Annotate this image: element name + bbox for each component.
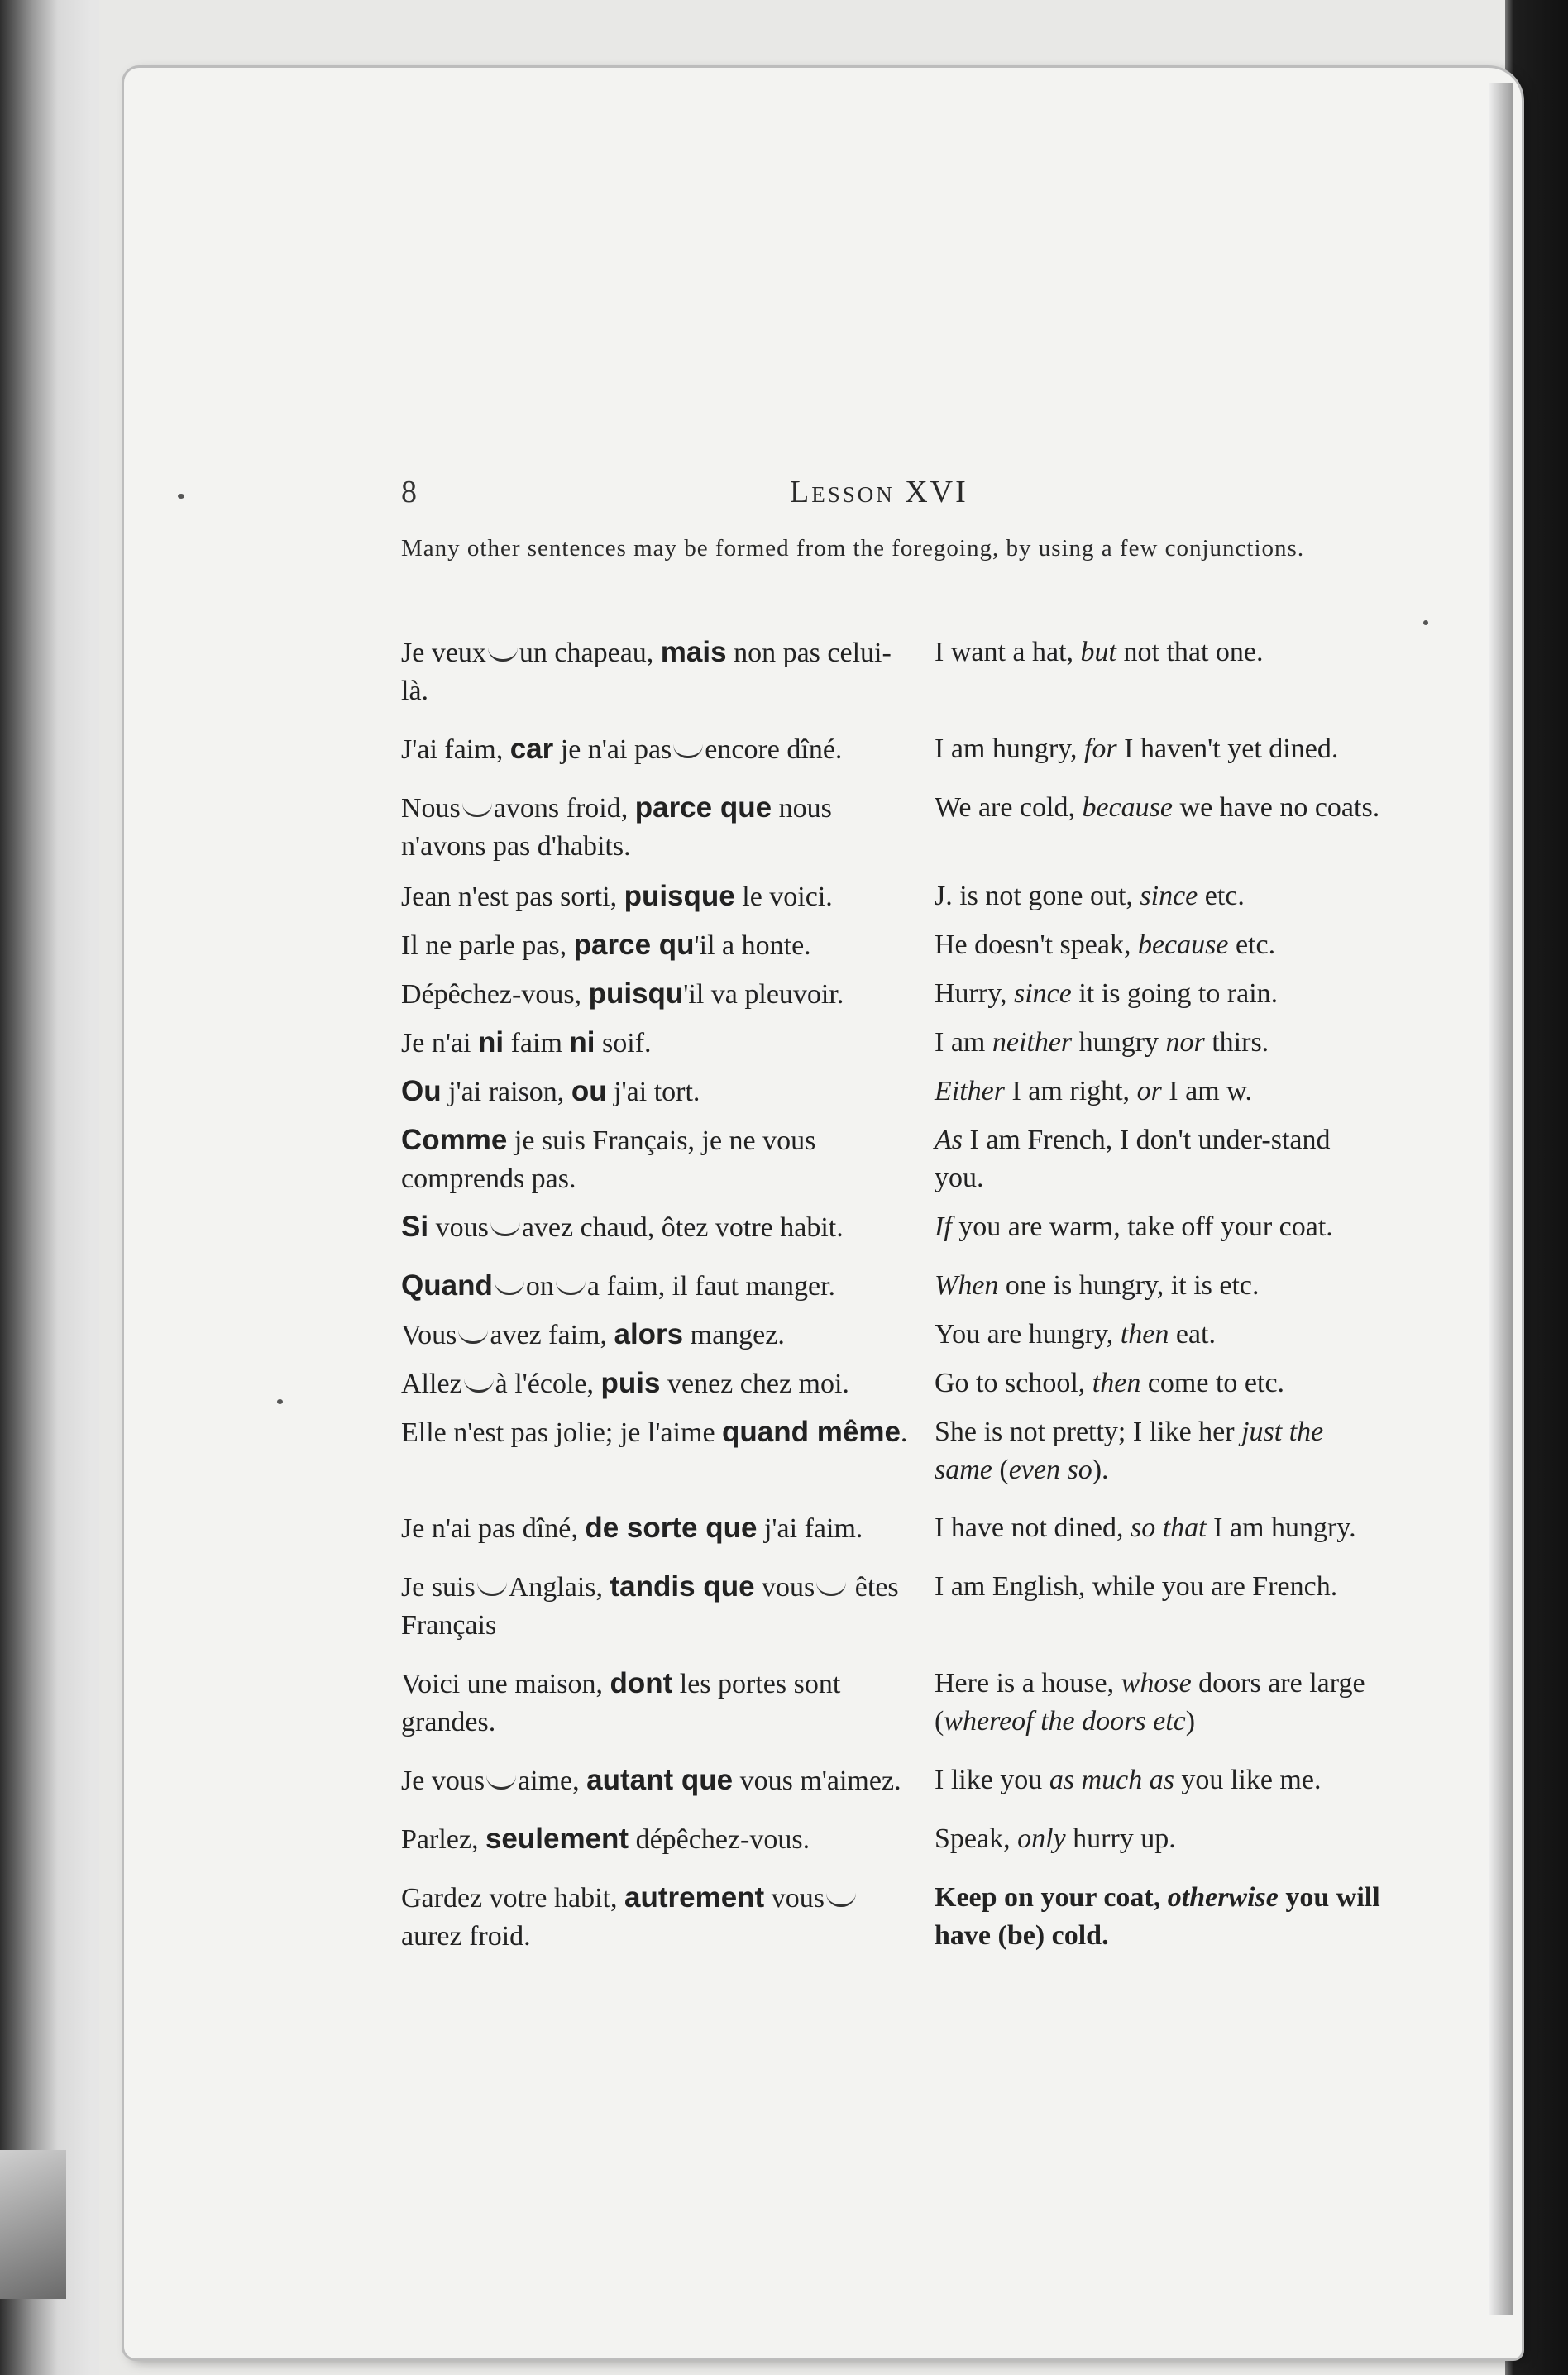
- english-translation: [935, 1665, 1385, 1742]
- torn-corner: [0, 2150, 66, 2299]
- conjunction-translation: but: [1080, 637, 1116, 667]
- sentence-text: ).: [1092, 1455, 1109, 1485]
- sentence-text: Il ne parle pas,: [401, 930, 574, 961]
- conjunction-keyword: Quand: [401, 1269, 493, 1302]
- french-sentence: [401, 633, 914, 710]
- english-translation: [935, 1024, 1385, 1063]
- page-header: [401, 467, 1377, 517]
- liaison-mark: [490, 1222, 520, 1236]
- conjunction-keyword: car: [509, 733, 554, 765]
- english-translation: [935, 1568, 1385, 1645]
- sentence-text: I have not dined,: [935, 1512, 1131, 1543]
- liaison-mark: [464, 1379, 494, 1393]
- conjunction-keyword: ni: [478, 1026, 504, 1058]
- sentence-text: I want a hat,: [935, 637, 1081, 667]
- sentence-text: les portes sont grandes.: [401, 1669, 841, 1737]
- french-sentence: [401, 730, 914, 769]
- conjunction-keyword: parce que: [634, 791, 772, 824]
- sentence-text: come to etc.: [1140, 1368, 1285, 1398]
- phrase-row: [401, 1316, 1385, 1355]
- sentence-text: j'ai tort.: [606, 1077, 700, 1107]
- sentence-text: on: [525, 1271, 554, 1302]
- english-translation: [935, 1820, 1385, 1859]
- conjunction-keyword: autrement: [624, 1881, 765, 1914]
- conjunction-keyword: seulement: [485, 1823, 629, 1855]
- phrase-row: [401, 1879, 1385, 1956]
- liaison-mark: [486, 1775, 516, 1790]
- english-translation: [935, 1413, 1385, 1489]
- sentence-text: Go to school,: [935, 1368, 1092, 1398]
- liaison-mark: [462, 803, 492, 817]
- sentence-text: a faim, il faut manger.: [586, 1271, 836, 1302]
- sentence-text: it is going to rain.: [1071, 978, 1279, 1009]
- sentence-text: (: [992, 1455, 1009, 1485]
- conjunction-keyword: ni: [569, 1026, 595, 1058]
- english-translation: [935, 789, 1385, 866]
- sentence-text: Je veux: [401, 638, 486, 668]
- conjunction-keyword: quand même: [722, 1416, 901, 1448]
- phrase-row: [401, 975, 1385, 1014]
- sentence-text: j'ai faim.: [757, 1513, 863, 1544]
- conjunction-translation: only: [1017, 1823, 1066, 1854]
- french-sentence: [401, 1267, 914, 1306]
- french-sentence: [401, 789, 914, 866]
- lesson-title: [790, 474, 968, 510]
- sentence-text: à l'école,: [495, 1369, 601, 1399]
- sentence-text: aurez froid.: [401, 1921, 531, 1952]
- sentence-text: soif.: [595, 1028, 652, 1058]
- conjunction-keyword: alors: [614, 1318, 684, 1350]
- french-sentence: [401, 1509, 914, 1548]
- sentence-text: Je n'ai pas dîné,: [401, 1513, 586, 1544]
- conjunction-translation: then: [1092, 1368, 1141, 1398]
- french-sentence: [401, 1073, 914, 1111]
- conjunction-keyword: de sorte que: [585, 1512, 758, 1544]
- page-edge-shadow: [1489, 83, 1513, 2315]
- sentence-text: etc.: [1198, 881, 1245, 911]
- phrase-row: [401, 1568, 1385, 1645]
- conjunction-keyword: mais: [660, 636, 727, 668]
- sentence-text: Voici une maison,: [401, 1669, 610, 1699]
- phrase-row: [401, 1208, 1385, 1247]
- french-sentence: [401, 877, 914, 916]
- sentence-text: nous n'avons pas d'habits.: [401, 793, 832, 862]
- sentence-text: Here is a house,: [935, 1668, 1121, 1699]
- sentence-text: avons froid,: [493, 793, 635, 824]
- conjunction-keyword: tandis que: [610, 1570, 755, 1603]
- sentence-text: J. is not gone out,: [935, 881, 1140, 911]
- sentence-text: I am English, while you are French.: [935, 1571, 1338, 1602]
- french-sentence: [401, 926, 914, 965]
- conjunction-keyword: ou: [571, 1075, 607, 1107]
- sentence-text: etc.: [1228, 929, 1276, 960]
- sentence-text: I like you: [935, 1765, 1049, 1795]
- conjunction-translation: neither: [992, 1027, 1073, 1058]
- sentence-text: you like me.: [1174, 1765, 1322, 1795]
- conjunction-translation: as much as: [1049, 1765, 1174, 1795]
- sentence-text: you are warm, take off your coat.: [951, 1211, 1333, 1242]
- sentence-text: Keep on your coat,: [935, 1882, 1168, 1913]
- sentence-text: I haven't yet dined.: [1116, 734, 1339, 764]
- english-translation: [935, 1761, 1385, 1800]
- conjunction-translation: When: [935, 1270, 999, 1301]
- sentence-text: venez chez moi.: [660, 1369, 849, 1399]
- sentence-text: thirs.: [1204, 1027, 1269, 1058]
- sentence-text: vous: [428, 1212, 489, 1243]
- conjunction-translation: since: [1140, 881, 1198, 911]
- conjunction-translation: nor: [1165, 1027, 1205, 1058]
- conjunction-translation: As: [935, 1125, 963, 1155]
- conjunction-translation: If: [935, 1211, 952, 1242]
- conjunction-translation: otherwise: [1167, 1882, 1279, 1913]
- phrase-row: [401, 1665, 1385, 1742]
- sentence-text: Anglais,: [508, 1572, 610, 1603]
- lesson-numeral: XVI: [905, 475, 968, 509]
- conjunction-translation: or: [1136, 1076, 1162, 1106]
- french-sentence: [401, 1879, 914, 1956]
- liaison-mark: [488, 648, 518, 662]
- liaison-mark: [816, 1582, 846, 1596]
- sentence-text: Dépêchez-vous,: [401, 979, 589, 1010]
- phrase-row: [401, 1073, 1385, 1111]
- sentence-text: vous: [764, 1883, 825, 1914]
- sentence-text: le voici.: [734, 882, 833, 912]
- english-translation: [935, 1121, 1385, 1198]
- sentence-text: doors are large (: [935, 1668, 1365, 1737]
- sentence-text: Parlez,: [401, 1824, 485, 1855]
- sentence-text: Gardez votre habit,: [401, 1883, 624, 1914]
- english-translation: [935, 730, 1385, 769]
- sentence-text: Hurry,: [935, 978, 1014, 1009]
- sentence-text: non pas celui-là.: [401, 638, 892, 706]
- sentence-text: I am w.: [1161, 1076, 1253, 1106]
- sentence-text: j'ai raison,: [441, 1077, 571, 1107]
- french-sentence: [401, 1413, 914, 1489]
- conjunction-keyword: parce qu: [573, 929, 695, 961]
- sentence-text: .: [900, 1417, 908, 1448]
- phrase-row: [401, 1121, 1385, 1198]
- scan-speck: [277, 1399, 283, 1404]
- sentence-text: vous m'aimez.: [733, 1766, 901, 1796]
- sentence-text: we have no coats.: [1173, 792, 1380, 823]
- sentence-text: I am: [935, 1027, 992, 1058]
- english-translation: [935, 1879, 1385, 1956]
- liaison-mark: [477, 1582, 507, 1596]
- sentence-text: ): [1185, 1706, 1196, 1737]
- sentence-text: avez chaud, ôtez votre habit.: [521, 1212, 844, 1243]
- english-translation: [935, 926, 1385, 965]
- sentence-text: un chapeau,: [519, 638, 661, 668]
- phrase-row: [401, 1509, 1385, 1548]
- sentence-text: je suis Français, je ne vous comprends pas.: [401, 1125, 816, 1194]
- conjunction-keyword: Ou: [401, 1075, 442, 1107]
- sentence-text: He doesn't speak,: [935, 929, 1138, 960]
- sentence-text: Vous: [401, 1320, 457, 1350]
- intro-paragraph: Many other sentences may be formed from the foregoing, by using a few conjunctions.: [401, 535, 1305, 561]
- conjunction-translation: for: [1083, 734, 1117, 764]
- sentence-text: She is not pretty; I like her: [935, 1417, 1242, 1447]
- liaison-mark: [826, 1893, 856, 1907]
- french-sentence: [401, 1761, 914, 1800]
- sentence-text: êtes Français: [401, 1572, 899, 1641]
- conjunction-translation: because: [1137, 929, 1229, 960]
- sentence-text: encore dîné.: [705, 734, 843, 765]
- conjunction-translation: so that: [1131, 1512, 1207, 1543]
- sentence-text: Jean n'est pas sorti,: [401, 882, 624, 912]
- sentence-text: Je vous: [401, 1766, 485, 1796]
- sentence-text: mangez.: [683, 1320, 785, 1350]
- sentence-text: J'ai faim,: [401, 734, 510, 765]
- french-sentence: [401, 1665, 914, 1742]
- conjunction-translation: whose: [1121, 1668, 1192, 1699]
- sentence-text: hungry: [1072, 1027, 1166, 1058]
- english-translation: [935, 1073, 1385, 1111]
- phrase-row: [401, 1267, 1385, 1306]
- conjunction-keyword: puis: [600, 1367, 661, 1399]
- french-sentence: [401, 1364, 914, 1403]
- phrase-row: [401, 877, 1385, 916]
- phrase-row: [401, 730, 1385, 769]
- lesson-word: Lesson: [790, 475, 895, 509]
- conjunction-translation: because: [1082, 792, 1174, 823]
- liaison-mark: [673, 744, 703, 758]
- french-sentence: [401, 1568, 914, 1645]
- phrase-row: [401, 1364, 1385, 1403]
- french-sentence: [401, 1820, 914, 1859]
- conjunction-keyword: puisque: [624, 880, 735, 912]
- liaison-mark: [556, 1281, 586, 1295]
- english-translation: [935, 1509, 1385, 1548]
- conjunction-translation: just the same: [935, 1417, 1324, 1485]
- sentence-text: I am right,: [1004, 1076, 1137, 1106]
- french-sentence: [401, 1316, 914, 1355]
- conjunction-keyword: Comme: [401, 1124, 508, 1156]
- phrase-row: [401, 1024, 1385, 1063]
- english-translation: [935, 1316, 1385, 1355]
- scan-speck: [178, 494, 184, 499]
- phrase-row: [401, 1761, 1385, 1800]
- french-sentence: [401, 1121, 914, 1198]
- english-translation: [935, 877, 1385, 916]
- conjunction-translation: since: [1014, 978, 1072, 1009]
- conjunction-translation: whereof the doors etc: [944, 1706, 1186, 1737]
- sentence-text: Elle n'est pas jolie; je l'aime: [401, 1417, 723, 1448]
- sentence-text: you will have (be) cold.: [935, 1882, 1380, 1951]
- sentence-text: I am hungry.: [1206, 1512, 1356, 1543]
- sentence-text: aime,: [518, 1766, 587, 1796]
- scan-speck: [1423, 620, 1428, 625]
- sentence-text: dépêchez-vous.: [629, 1824, 810, 1855]
- phrase-row: [401, 1820, 1385, 1859]
- conjunction-translation: then: [1120, 1319, 1169, 1350]
- english-translation: [935, 1364, 1385, 1403]
- sentence-text: Nous: [401, 793, 461, 824]
- english-translation: [935, 633, 1385, 710]
- english-translation: [935, 975, 1385, 1014]
- sentence-text: You are hungry,: [935, 1319, 1121, 1350]
- sentence-text: Je n'ai: [401, 1028, 478, 1058]
- sentence-text: not that one.: [1116, 637, 1264, 667]
- phrase-row: [401, 1413, 1385, 1489]
- conjunction-translation: Either: [935, 1076, 1005, 1106]
- sentence-text: one is hungry, it is etc.: [998, 1270, 1260, 1301]
- conjunction-keyword: puisqu: [588, 977, 684, 1010]
- conjunction-keyword: autant que: [586, 1764, 734, 1796]
- phrase-table: [401, 622, 1385, 1956]
- sentence-text: I am hungry,: [935, 734, 1084, 764]
- phrase-row: [401, 789, 1385, 866]
- conjunction-keyword: dont: [610, 1667, 673, 1699]
- phrase-row: [401, 926, 1385, 965]
- french-sentence: [401, 1208, 914, 1247]
- english-translation: [935, 1208, 1385, 1247]
- sentence-text: We are cold,: [935, 792, 1083, 823]
- sentence-text: 'il va pleuvoir.: [683, 979, 844, 1010]
- sentence-text: 'il a honte.: [694, 930, 811, 961]
- sentence-text: faim: [504, 1028, 570, 1058]
- sentence-text: je n'ai pas: [553, 734, 672, 765]
- conjunction-translation: even so: [1008, 1455, 1092, 1485]
- sentence-text: hurry up.: [1065, 1823, 1176, 1854]
- french-sentence: [401, 975, 914, 1014]
- english-translation: [935, 1267, 1385, 1306]
- sentence-text: Speak,: [935, 1823, 1018, 1854]
- sentence-text: Je suis: [401, 1572, 476, 1603]
- liaison-mark: [458, 1330, 488, 1344]
- phrase-row: [401, 633, 1385, 710]
- conjunction-keyword: Si: [401, 1211, 429, 1243]
- sentence-text: I am French, I don't under-stand you.: [935, 1125, 1331, 1193]
- sentence-text: avez faim,: [490, 1320, 614, 1350]
- sentence-text: vous: [754, 1572, 815, 1603]
- sentence-text: eat.: [1169, 1319, 1216, 1350]
- liaison-mark: [495, 1281, 524, 1295]
- page-number: 8: [401, 475, 417, 509]
- french-sentence: [401, 1024, 914, 1063]
- sentence-text: Allez: [401, 1369, 462, 1399]
